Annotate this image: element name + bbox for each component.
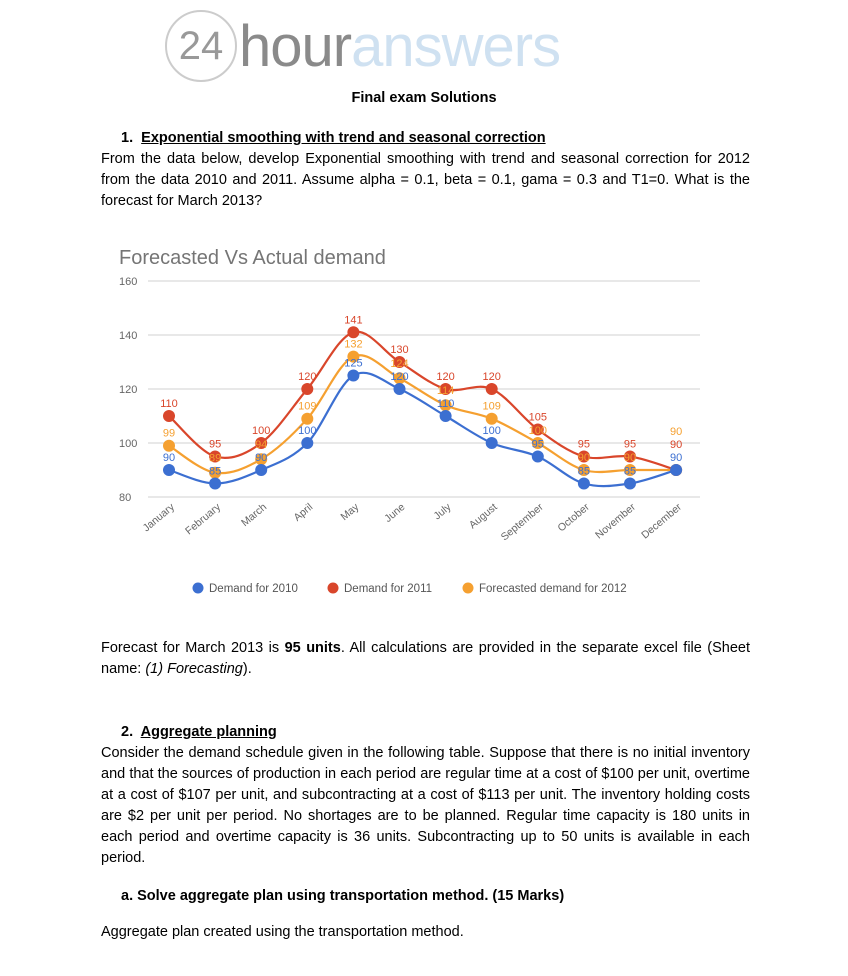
data-label: 130 [390,344,409,356]
document-title: Final exam Solutions [351,90,497,106]
x-tick-label: May [338,501,362,524]
data-label: 125 [344,357,363,370]
data-label: 110 [160,398,178,410]
data-point [163,464,175,476]
data-point [670,464,682,476]
legend-label: Demand for 2011 [344,583,433,595]
q2-body: Consider the demand schedule given in the following table. Suppose that there is no initial inventory and that the sources of production in each period are regular time at a cost of $100 per unit, overtime at a cost of $107 per unit, and subcontracting at a cost of $113 per unit. The inventory holding costs are $2 per unit per period. No shortages are to be planned. Regular time capacity is 180 units in each period and overtime capacity is 36 units. Subcontracting up to 50 units is available in each period. [101,745,750,866]
legend-marker [328,583,339,594]
data-label: 85 [623,465,637,478]
answer-sheet-name: (1) Forecasting [145,661,243,677]
data-label: 120 [482,371,501,383]
legend-label: Demand for 2010 [209,583,298,595]
q2-sub-a-text: Aggregate plan created using the transportation method. [101,924,464,940]
data-point [301,383,313,395]
data-label: 95 [531,438,544,451]
q2-section [101,722,750,943]
data-label: 120 [298,371,317,383]
q1-heading-text: Exponential smoothing with trend and seasonal correction [141,130,546,146]
data-point [301,437,313,449]
data-point [301,413,313,425]
data-point [255,464,267,476]
x-tick-label: September [498,501,546,544]
y-tick-label: 100 [119,438,138,450]
q1-heading [101,128,750,149]
data-label: 120 [390,371,409,383]
data-point [163,440,175,452]
x-tick-label: November [593,501,638,542]
y-tick-label: 140 [119,330,138,342]
data-label: 95 [208,438,222,451]
data-label: 90 [669,439,683,451]
data-label: 120 [436,371,455,383]
answer-text-3: ). [242,661,252,677]
q1-body: From the data below, develop Exponential smoothing with trend and seasonal correction for 2012 from the data 2010 and 2011. Assume alpha = 0.1, beta = 0.1, gama = 0.3 and T1=0. What is the forecast for March 2013? [101,151,750,209]
data-label: 110 [436,398,455,410]
data-point [486,413,498,425]
x-tick-label: January [140,501,177,535]
x-tick-label: July [431,501,454,523]
y-tick-label: 80 [119,492,132,504]
data-label: 90 [669,426,683,438]
q2-sub-a: a. Solve aggregate plan using transportation method. (15 Marks) [121,888,565,904]
data-label: 132 [344,338,363,351]
x-tick-label: October [555,501,592,535]
q1-number: 1. [121,130,134,146]
data-point [532,451,544,463]
data-label: 90 [577,452,591,464]
data-label: 100 [528,425,547,437]
answer-text: Forecast for March 2013 is [101,640,285,656]
data-label: 109 [482,400,501,413]
legend-label: Forecasted demand for 2012 [479,583,627,595]
data-label: 100 [482,425,501,437]
data-label: 90 [669,452,683,464]
data-point [209,478,221,490]
data-point [347,370,359,382]
x-tick-label: December [639,501,685,542]
logo-word-answers: answers [351,13,561,79]
q2-number: 2. [121,724,134,740]
data-label: 95 [623,438,637,451]
data-label: 99 [162,427,176,440]
series-line-0 [169,373,676,486]
data-label: 85 [208,465,222,478]
logo-number: 24 [165,10,237,82]
legend-marker [193,583,204,594]
data-point [440,410,452,422]
x-tick-label: June [382,501,408,525]
q2-heading-text: Aggregate planning [140,724,277,740]
legend-marker [463,583,474,594]
data-point [394,383,406,395]
data-point [624,478,636,490]
data-label: 95 [577,438,591,451]
data-label: 141 [344,314,363,327]
data-label: 109 [298,400,317,413]
data-label: 90 [255,452,268,464]
data-label: 100 [298,425,317,437]
data-label: 85 [577,465,591,478]
data-point [486,437,498,449]
data-label: 94 [255,439,268,451]
x-tick-label: March [239,501,270,530]
data-point [578,478,590,490]
data-label: 124 [390,358,409,370]
chart-title: Forecasted Vs Actual demand [119,247,386,269]
data-point [347,326,359,338]
data-label: 89 [208,452,222,465]
data-label: 114 [436,385,455,397]
data-label: 105 [528,411,547,424]
data-label: 100 [252,425,271,437]
q2-heading [101,722,750,743]
q1-answer [101,638,750,680]
answer-text-2: . All calculations are provided in the separate excel file (Sheet name: [101,640,750,677]
q1-section [101,128,750,212]
logo-word-hour: hour [239,13,352,79]
x-tick-label: April [291,501,316,524]
data-label: 90 [623,452,637,464]
data-label: 90 [162,452,176,464]
data-point [486,383,498,395]
y-tick-label: 120 [119,384,138,396]
x-tick-label: August [466,501,500,532]
answer-value: 95 units [284,640,341,656]
forecast-chart [0,240,848,610]
logo [165,10,560,82]
data-point [163,410,175,422]
x-tick-label: February [183,501,224,538]
series-line-2 [169,355,676,473]
y-tick-label: 160 [119,276,138,288]
